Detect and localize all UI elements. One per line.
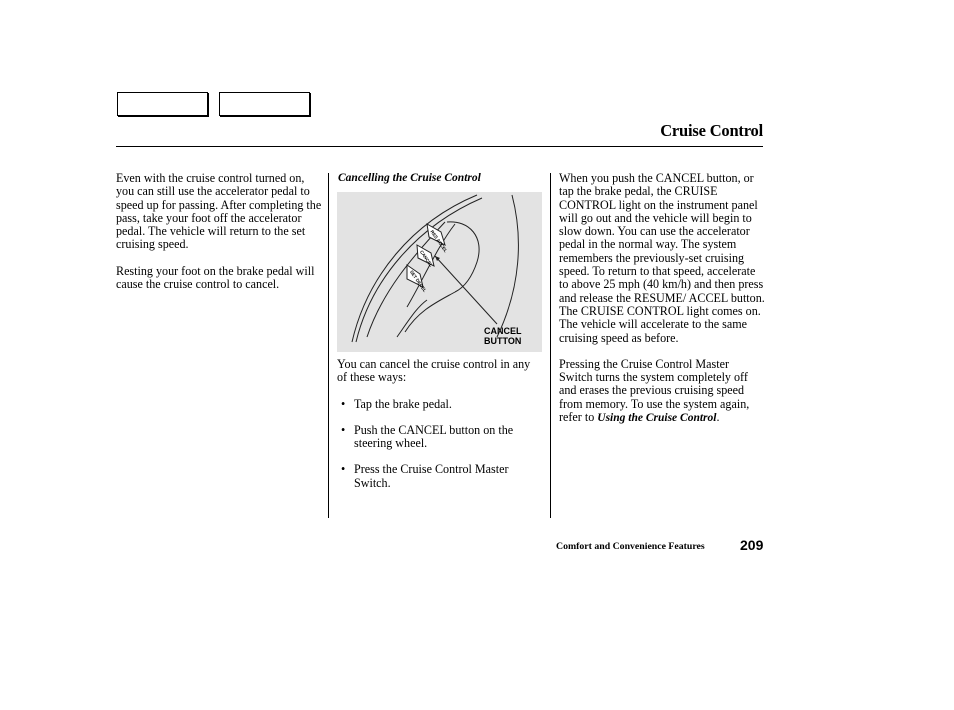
list-item: • Press the Cruise Control Master Switch. [341,463,543,490]
figure-button-text-3: SET DECEL [408,269,428,293]
page-title: Cruise Control [660,121,763,140]
paragraph-brake: Resting your foot on the brake pedal will cause the cruise control to cancel. [116,263,315,292]
paragraph-passing: Even with the cruise control turned on, you can still use the accelerator pedal to speed up for passing. After completing the pass, take your foot off the accelerator pedal. The vehicle will return to the set cruising speed. [116,171,322,252]
paragraph-master-switch [559,358,765,425]
nav-button-2[interactable] [219,92,310,116]
header-rule [116,146,763,147]
footer-section-name: Comfort and Convenience Features [556,541,705,552]
steering-wheel-drawing [337,192,542,352]
list-item: • Push the CANCEL button on the steering wheel. [341,424,543,451]
figure-button-text-1: RES ACCEL [429,229,449,254]
figure-label-line-1: CANCEL [484,326,522,336]
figure-button-text-2: CANCEL [418,249,434,268]
column-divider-1 [328,173,329,518]
cancel-methods-list [337,398,543,490]
cancel-intro: You can cancel the cruise control in any of these ways: [337,357,531,385]
figure-label-line-2: BUTTON [484,336,522,346]
paragraph-cancel-resume: When you push the CANCEL button, or tap the brake pedal, the CRUISE CONTROL light on the instrument panel will go out and the vehicle will begin to slow down. You can use the accelerator pedal in the normal way. The system remembers the previously-set cruising speed. To return to that speed, accelerate to above 25 mph (40 km/h) and then press and release the RESUME/ ACCEL button. The CRUISE CONTROL light comes on. The vehicle will accelerate to the same cruising speed as before. [559,171,765,345]
list-item: • Tap the brake pedal. [341,398,543,411]
column-3 [559,172,765,438]
column-divider-2 [550,173,551,518]
using-cruise-control-link[interactable]: Using the Cruise Control [597,412,717,425]
page-number: 209 [740,537,764,553]
column-1 [116,172,324,304]
master-switch-text: Pressing the Cruise Control Master Switch turns the system completely off and erases the previous cruising speed from memory. To use the system again, refer to [559,356,750,425]
nav-button-1[interactable] [117,92,208,116]
column-2 [337,358,543,503]
paragraph-end: . [716,410,720,425]
figure-caption: Cancelling the Cruise Control [338,172,481,184]
steering-wheel-illustration [337,192,542,352]
